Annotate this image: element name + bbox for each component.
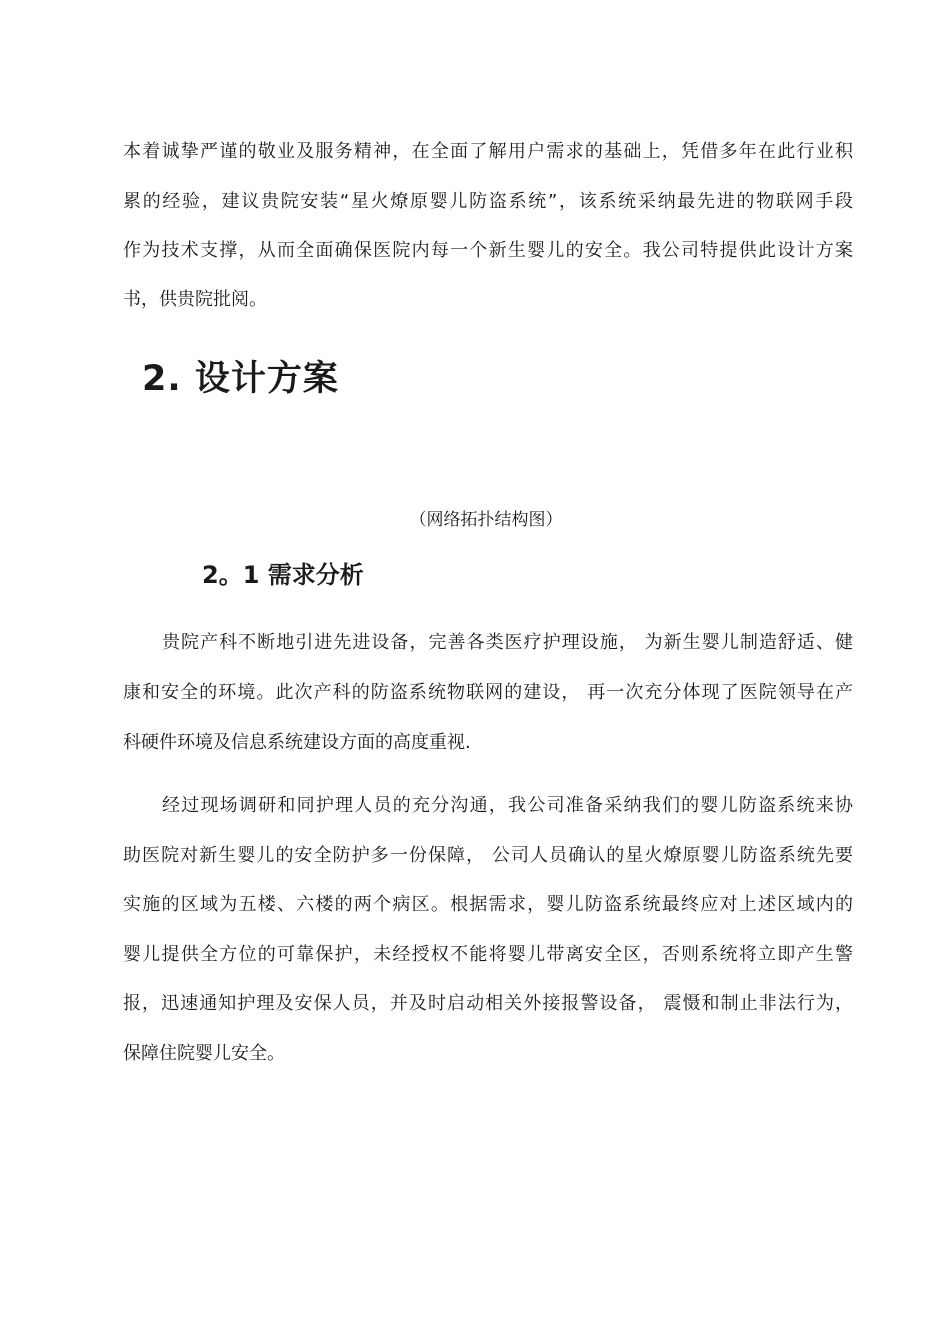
paragraph-line: 助医院对新生婴儿的安全防护多一份保障， 公司人员确认的星火燎原婴儿防盗系统先要 <box>123 845 853 866</box>
paragraph-line: 保障住院婴儿安全。 <box>123 1043 285 1064</box>
section-heading: 2. 设计方案 <box>142 359 339 399</box>
paragraph-line: 贵院产科不断地引进先进设备，完善各类医疗护理设施， 为新生婴儿制造舒适、健 <box>162 632 853 653</box>
intro-line: 书，供贵院批阅。 <box>123 289 267 310</box>
paragraph-line: 科硬件环境及信息系统建设方面的高度重视. <box>123 732 471 753</box>
paragraph-line: 报，迅速通知护理及安保人员，并及时启动相关外接报警设备， 震慑和制止非法行为， <box>123 993 853 1014</box>
intro-line: 作为技术支撑，从而全面确保医院内每一个新生婴儿的安全。我公司特提供此设计方案 <box>123 240 853 261</box>
figure-caption: （网络拓扑结构图） <box>409 510 563 530</box>
paragraph-line: 康和安全的环境。此次产科的防盗系统物联网的建设， 再一次充分体现了医院领导在产 <box>123 682 853 703</box>
intro-line: 累的经验，建议贵院安装“星火燎原婴儿防盗系统”，该系统采纳最先进的物联网手段 <box>123 191 853 212</box>
paragraph-line: 婴儿提供全方位的可靠保护，未经授权不能将婴儿带离安全区，否则系统将立即产生警 <box>123 944 853 965</box>
paragraph-line: 经过现场调研和同护理人员的充分沟通，我公司准备采纳我们的婴儿防盗系统来协 <box>162 795 853 816</box>
paragraph-line: 实施的区域为五楼、六楼的两个病区。根据需求，婴儿防盗系统最终应对上述区域内的 <box>123 894 853 915</box>
intro-line: 本着诚挚严谨的敬业及服务精神，在全面了解用户需求的基础上，凭借多年在此行业积 <box>123 141 853 162</box>
subsection-heading: 2。1 需求分析 <box>202 561 364 589</box>
